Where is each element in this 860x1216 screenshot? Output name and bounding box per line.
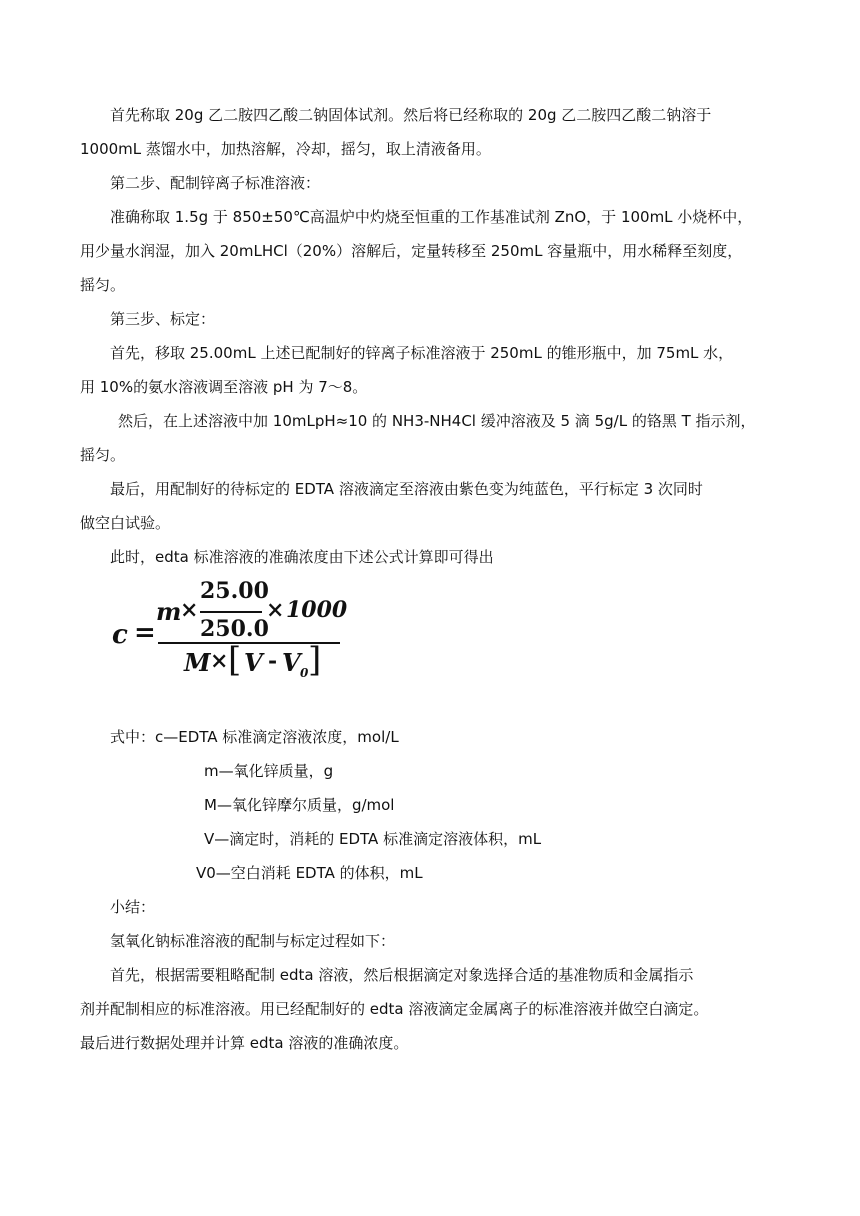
formula-V: V [244, 648, 263, 677]
paragraph-line: 摇匀。 [80, 446, 126, 464]
paragraph-line: 最后，用配制好的待标定的 EDTA 溶液滴定至溶液由紫色变为纯蓝色，平行标定 3 次同时 [110, 480, 703, 498]
paragraph-line: 此时，edta 标准溶液的准确浓度由下述公式计算即可得出 [110, 548, 494, 566]
paragraph-line: 用 10%的氨水溶液调至溶液 pH 为 7～8。 [80, 378, 368, 396]
formula-times: × [180, 597, 199, 623]
paragraph-line: 做空白试验。 [80, 514, 171, 532]
step-heading: 第三步、标定： [110, 310, 216, 328]
step-heading: 第二步、配制锌离子标准溶液： [110, 174, 321, 192]
formula-m: m [156, 597, 182, 626]
paragraph-line: 摇匀。 [80, 276, 126, 294]
formula-times: × [266, 597, 285, 623]
formula-inner-denominator: 250.0 [200, 616, 269, 642]
formula-equals: = [134, 618, 156, 648]
formula-V0: V [282, 648, 301, 677]
formula-inner-fraction-bar [200, 611, 262, 613]
paragraph-line: 首先称取 20g 乙二胺四乙酸二钠固体试剂。然后将已经称取的 20g 乙二胺四乙酸二钠溶于 [110, 106, 712, 124]
formula-lhs: c [112, 620, 128, 650]
formula-left-bracket: [ [228, 640, 242, 680]
formula-M: M [184, 648, 211, 677]
formula-times: × [210, 648, 229, 674]
paragraph-line: 用少量水润湿，加入 20mLHCl（20%）溶解后，定量转移至 250mL 容量瓶中，用水稀释至刻度， [80, 242, 743, 260]
formula-right-bracket: ] [308, 640, 322, 680]
summary-paragraph-line: 最后进行数据处理并计算 edta 溶液的准确浓度。 [80, 1034, 409, 1052]
formula-V0-subscript: 0 [300, 666, 309, 680]
legend-item-V: V—滴定时，消耗的 EDTA 标准滴定溶液体积，mL [204, 830, 542, 848]
legend-item-V0: V0—空白消耗 EDTA 的体积，mL [196, 864, 423, 882]
summary-paragraph-line: 剂并配制相应的标准溶液。用已经配制好的 edta 溶液滴定金属离子的标准溶液并做空白滴定。 [80, 1000, 709, 1018]
formula-minus: - [268, 648, 278, 674]
legend-item-M: M—氧化锌摩尔质量，g/mol [204, 796, 395, 814]
legend-item-m: m—氧化锌质量，g [204, 762, 334, 780]
summary-heading: 小结： [110, 898, 156, 916]
paragraph-line: 1000mL 蒸馏水中，加热溶解，冷却，摇匀，取上清液备用。 [80, 140, 491, 158]
concentration-formula [110, 578, 360, 683]
formula-factor: 1000 [286, 597, 348, 623]
summary-paragraph-line: 首先，根据需要粗略配制 edta 溶液，然后根据滴定对象选择合适的基准物质和金属指示 [110, 966, 694, 984]
paragraph-line: 首先，移取 25.00mL 上述已配制好的锌离子标准溶液于 250mL 的锥形瓶中，加 75mL 水， [110, 344, 734, 362]
summary-line: 氢氧化钠标准溶液的配制与标定过程如下： [110, 932, 396, 950]
legend-intro: 式中：c—EDTA 标准滴定溶液浓度，mol/L [110, 728, 399, 746]
formula-inner-numerator: 25.00 [200, 578, 269, 604]
paragraph-line: 准确称取 1.5g 于 850±50℃高温炉中灼烧至恒重的工作基准试剂 ZnO，于 100mL 小烧杯中， [110, 208, 753, 226]
paragraph-line: 然后，在上述溶液中加 10mLpH≈10 的 NH3-NH4Cl 缓冲溶液及 5 滴 5g/L 的铬黑 T 指示剂， [118, 412, 756, 430]
